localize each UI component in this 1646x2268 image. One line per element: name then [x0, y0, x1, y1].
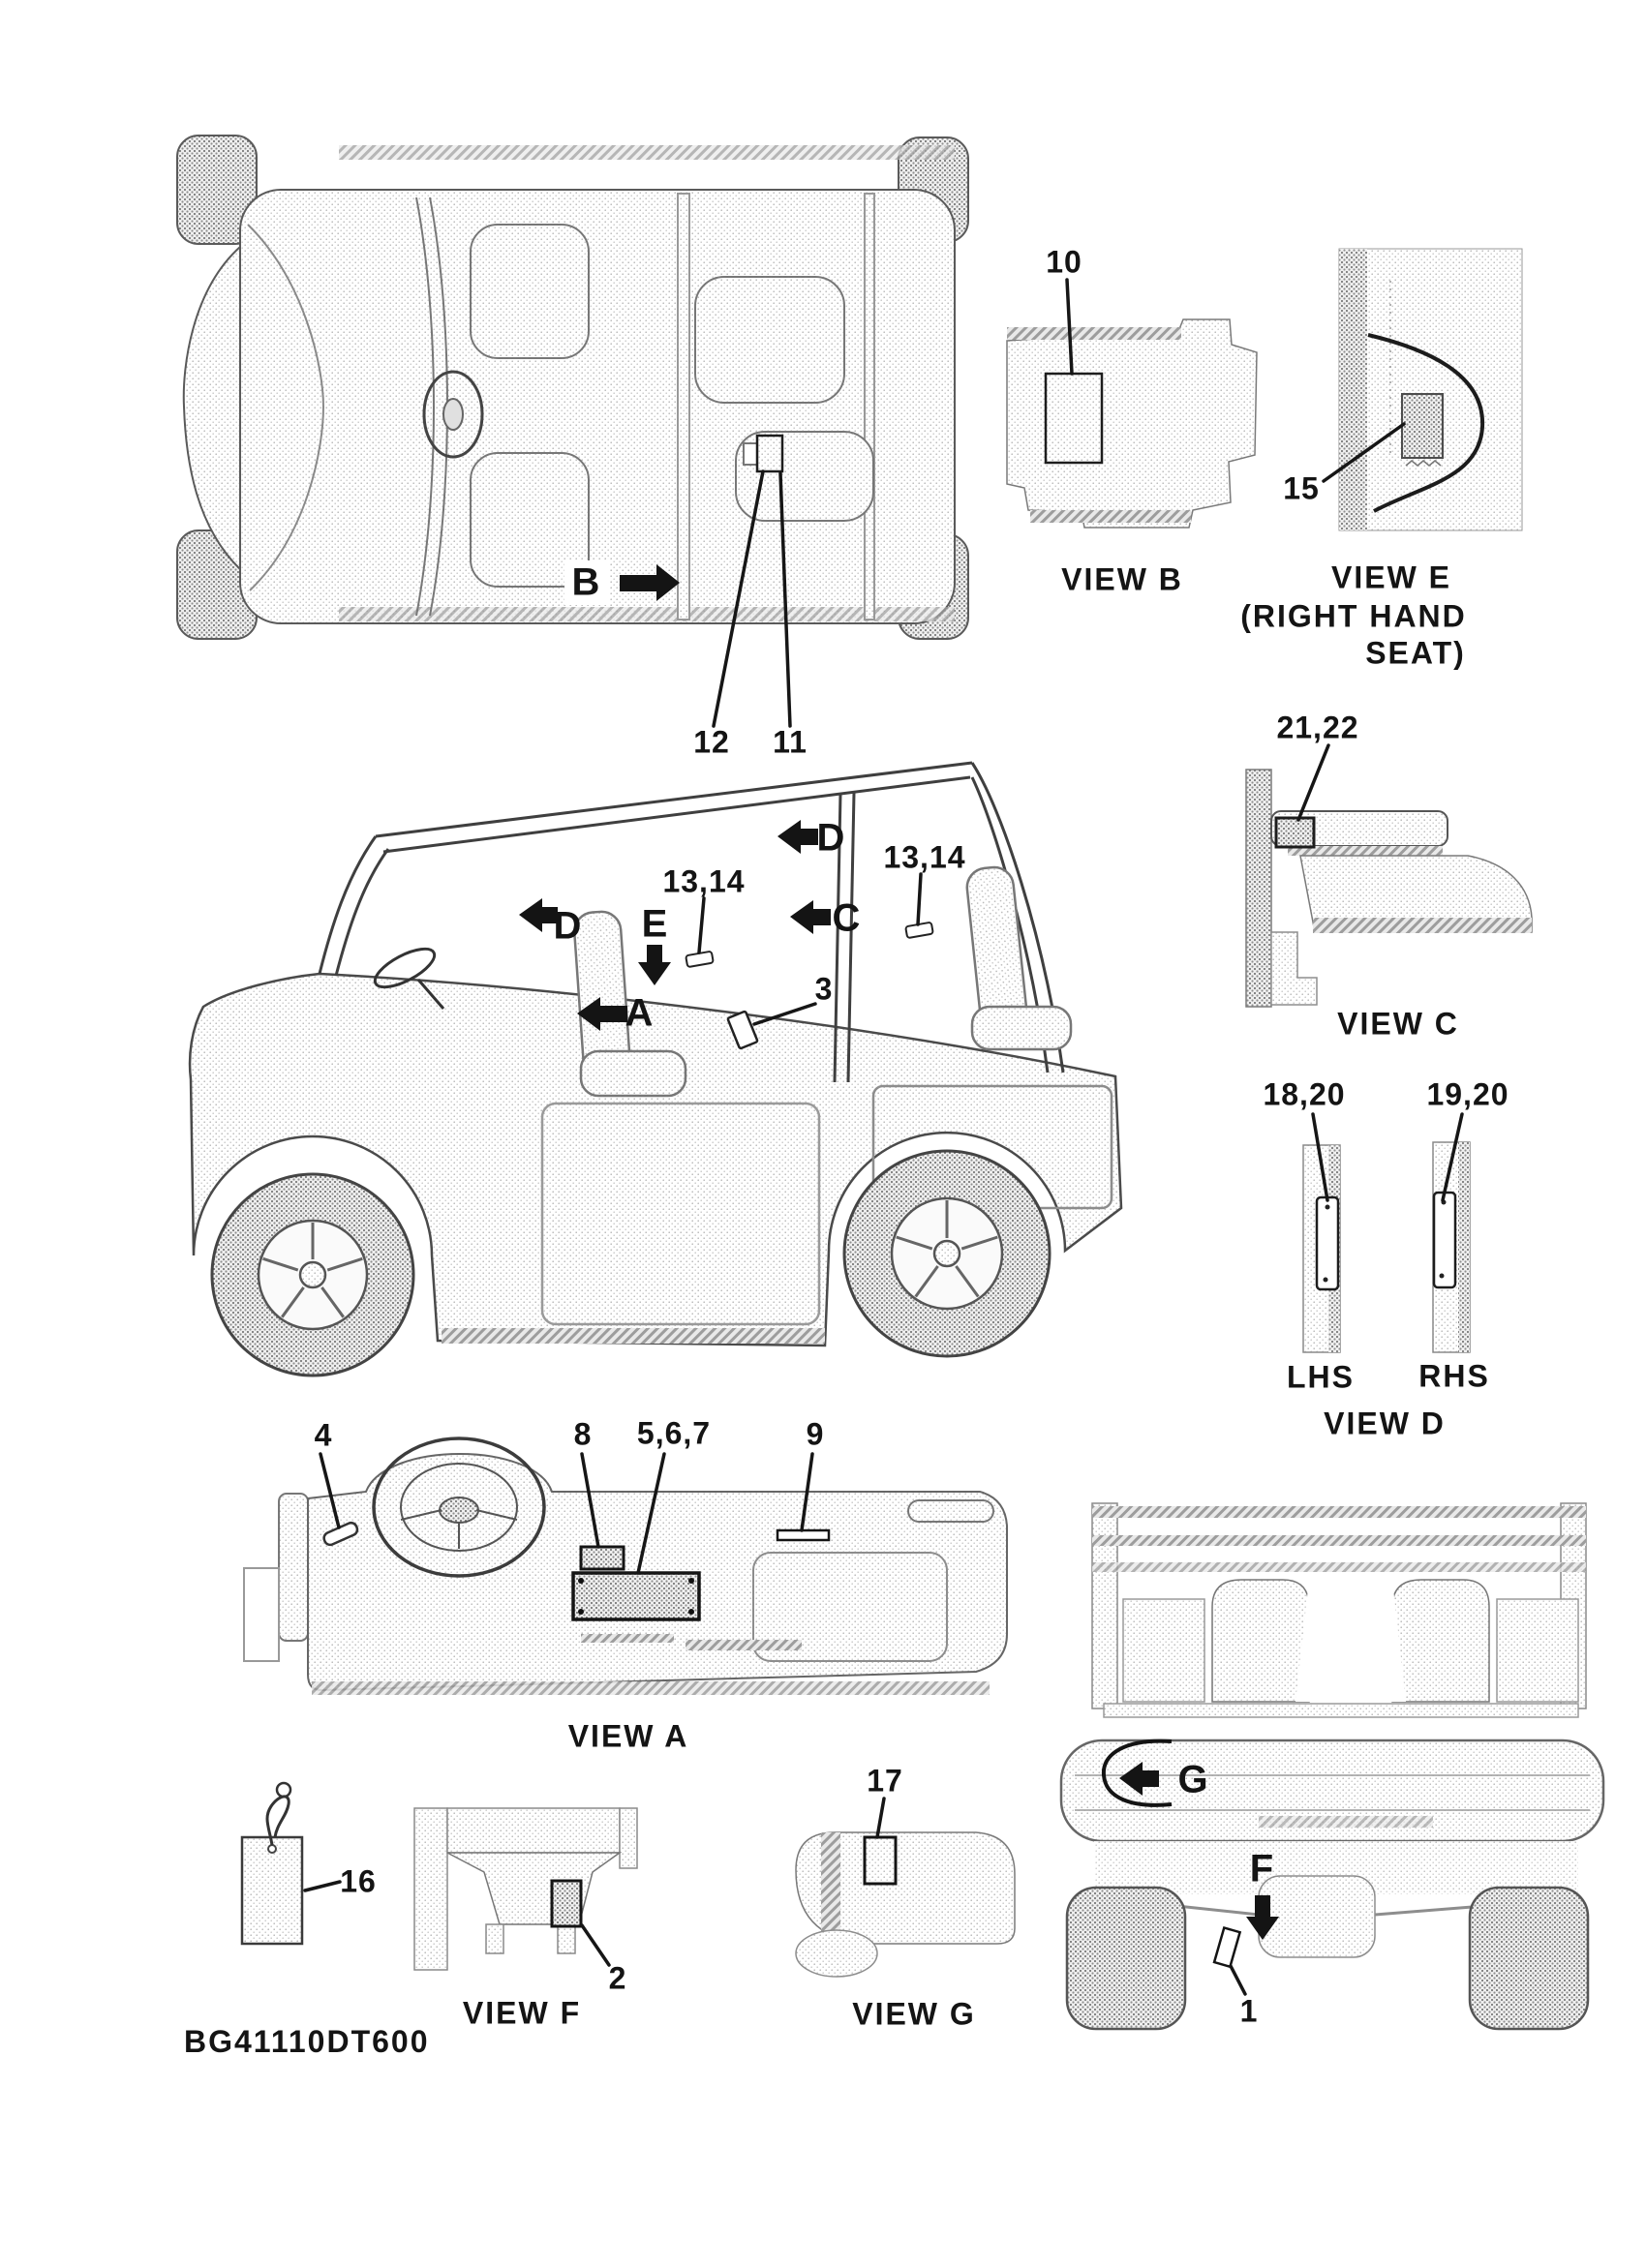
label-rect-21-22	[1276, 818, 1314, 847]
callout-21-22: 21,22	[1276, 710, 1359, 745]
callout-2: 2	[608, 1960, 627, 1996]
view-b-title: VIEW B	[1061, 561, 1183, 597]
callout-10: 10	[1046, 244, 1082, 280]
callout-13-14-front: 13,14	[662, 863, 746, 899]
direction-letter-a: A	[625, 991, 654, 1035]
side-view-illustration	[190, 763, 1121, 1376]
label-rect-19-20	[1434, 1193, 1455, 1287]
view-g-illustration	[796, 1832, 1015, 1977]
direction-letter-g: G	[1177, 1758, 1208, 1801]
leader-17	[877, 1799, 884, 1837]
rear-view-headrest	[1392, 1580, 1489, 1702]
label-rect-2	[552, 1881, 581, 1926]
top-view-body	[240, 190, 955, 623]
direction-letter-f: F	[1249, 1847, 1274, 1890]
view-a-title: VIEW A	[567, 1718, 689, 1754]
top-view-seat	[471, 225, 589, 358]
label-rect-15	[1402, 394, 1443, 458]
arrow-e-icon	[638, 945, 671, 985]
leader-1	[1231, 1966, 1245, 1994]
label-rect-11-12	[757, 436, 782, 471]
arrow-d-front-icon	[519, 898, 558, 932]
view-f-title: VIEW F	[462, 1995, 582, 2031]
hang-tag-illustration	[242, 1783, 302, 1944]
leader-13-14-rear	[918, 874, 921, 924]
view-d-title: VIEW D	[1324, 1406, 1446, 1441]
side-view-rear-wheel	[844, 1151, 1050, 1356]
callout-18-20: 18,20	[1263, 1076, 1346, 1112]
arrow-c-icon	[790, 900, 831, 934]
view-f-illustration	[414, 1808, 637, 1970]
direction-letter-d-mid: D	[816, 816, 845, 860]
callout-8: 8	[573, 1416, 593, 1452]
callout-13-14-rear: 13,14	[883, 839, 966, 875]
view-a-illustration	[244, 1438, 1007, 1695]
leader-2	[582, 1925, 609, 1965]
direction-letter-b: B	[571, 560, 600, 604]
view-g-title: VIEW G	[852, 1996, 976, 2032]
label-rect-10	[1046, 374, 1102, 463]
rhs-label: RHS	[1418, 1358, 1490, 1394]
leader-16	[305, 1882, 340, 1890]
callout-9: 9	[806, 1416, 825, 1452]
direction-letter-e: E	[641, 902, 668, 946]
top-view-front-bumper	[184, 247, 240, 569]
callout-12: 12	[693, 724, 730, 760]
view-c-illustration	[1246, 770, 1532, 1007]
top-view-seat	[695, 277, 844, 403]
part-code: BG41110DT600	[184, 2024, 430, 2059]
view-c-title: VIEW C	[1337, 1006, 1459, 1042]
view-e-illustration	[1339, 249, 1522, 530]
view-d-illustration	[1303, 1142, 1470, 1352]
view-e-subtitle-line1: (RIGHT HAND	[1240, 598, 1467, 634]
view-e-title: VIEW E	[1330, 559, 1452, 595]
direction-letter-c: C	[832, 896, 861, 940]
rear-view-tire	[1067, 1888, 1185, 2029]
callout-1: 1	[1239, 1993, 1259, 2029]
rear-view-tire	[1470, 1888, 1588, 2029]
view-e-subtitle-line2: SEAT)	[1365, 635, 1466, 671]
view-b-illustration	[1007, 319, 1257, 528]
side-view-front-wheel	[212, 1174, 413, 1376]
callout-15: 15	[1283, 470, 1320, 506]
rear-view-headrest	[1212, 1580, 1309, 1702]
callout-4: 4	[314, 1417, 333, 1453]
callout-16: 16	[340, 1863, 377, 1899]
label-rect-1	[1214, 1927, 1240, 1966]
label-rect-18-20	[1317, 1197, 1338, 1289]
callout-17: 17	[867, 1763, 903, 1799]
callout-19-20: 19,20	[1426, 1076, 1509, 1112]
lhs-label: LHS	[1287, 1359, 1355, 1395]
direction-letter-d-front: D	[553, 904, 582, 948]
leader-13-14-front	[699, 898, 704, 953]
arrow-d-mid-icon	[777, 820, 818, 854]
callout-5-6-7: 5,6,7	[636, 1415, 712, 1451]
label-rect-5-6-7	[573, 1573, 699, 1619]
label-rect-8	[581, 1547, 624, 1569]
label-rect-9	[777, 1530, 829, 1540]
callout-11: 11	[773, 724, 808, 760]
leader-21-22	[1298, 745, 1328, 820]
callout-3: 3	[814, 971, 834, 1007]
